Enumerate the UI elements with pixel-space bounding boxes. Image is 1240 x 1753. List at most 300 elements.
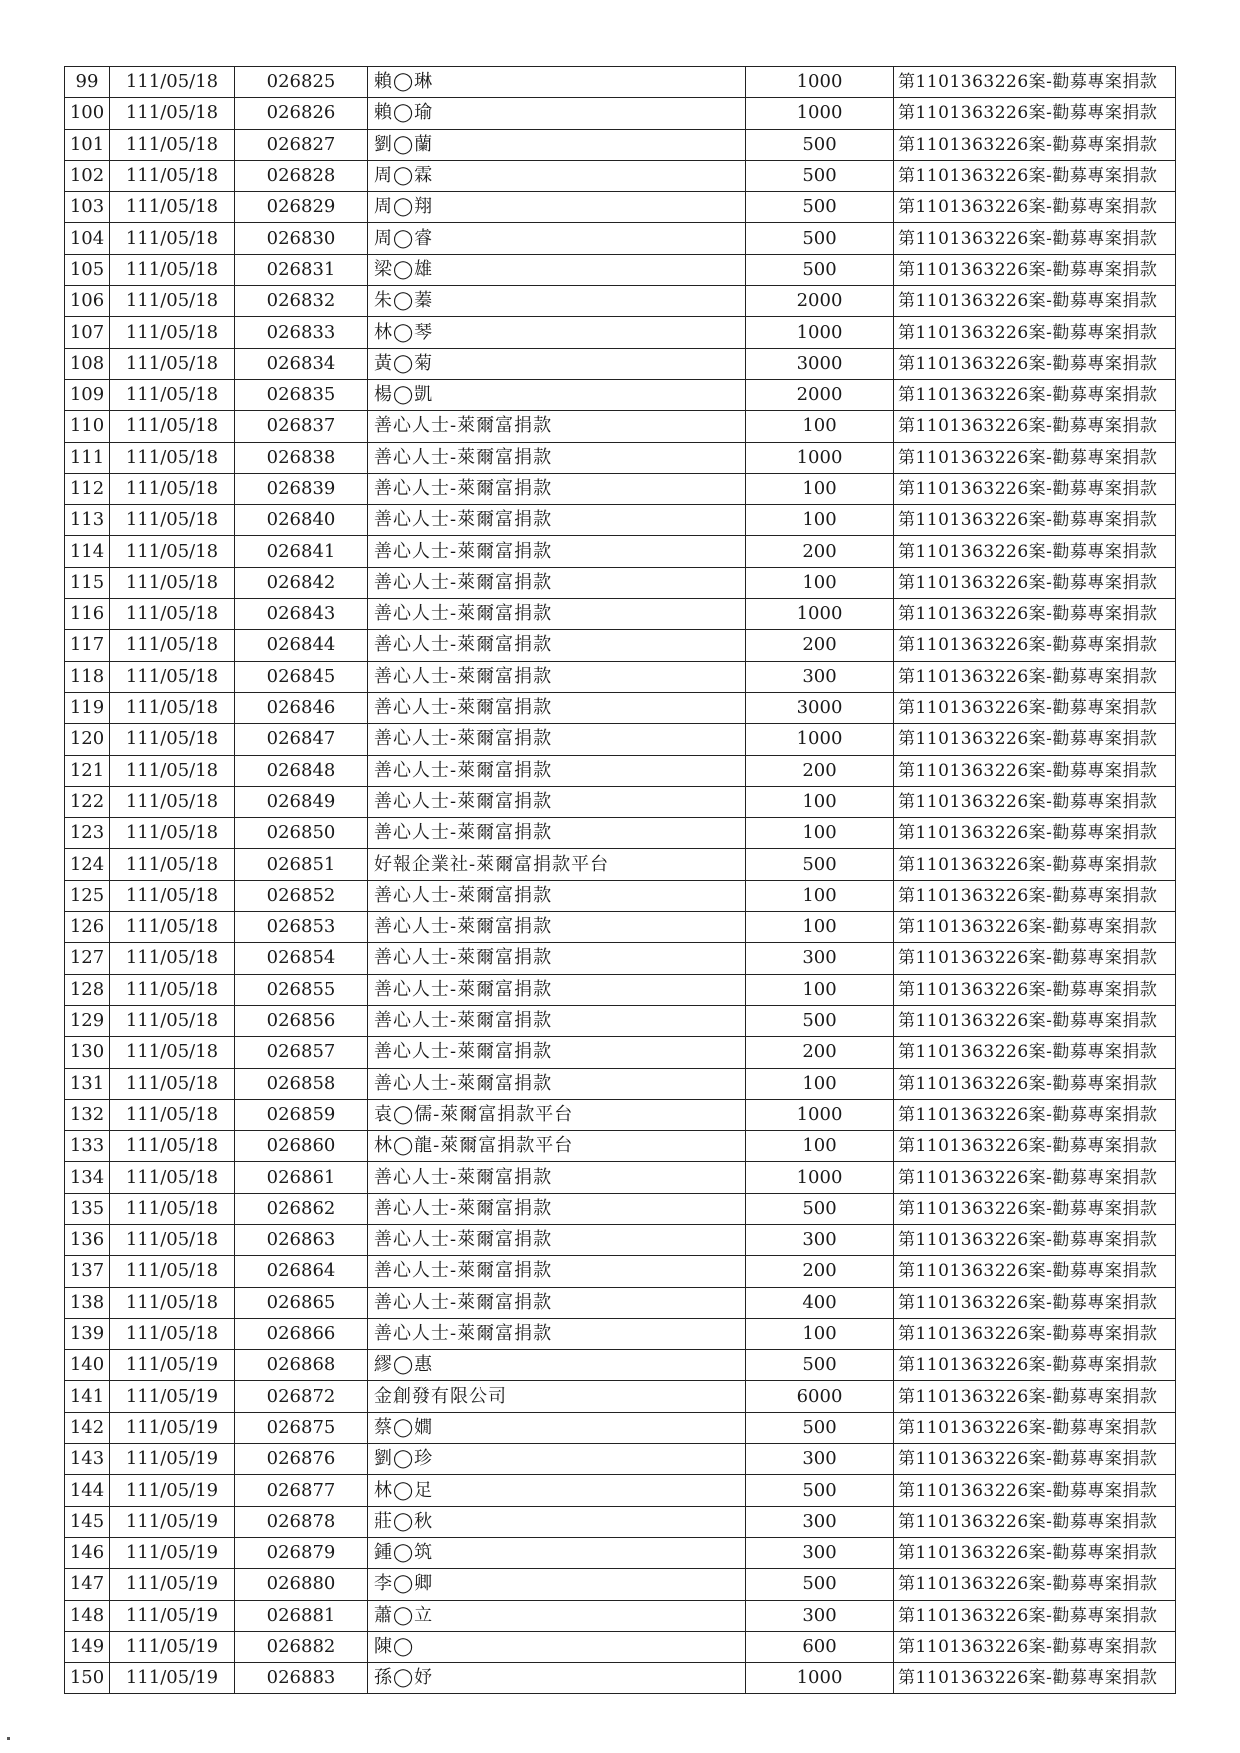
table-row [65, 505, 1176, 536]
receipt-number: 026865 [235, 1287, 368, 1318]
donation-date: 111/05/18 [110, 724, 235, 755]
row-number: 126 [65, 912, 110, 943]
case-note: 第1101363226案-勸募專案捐款 [894, 974, 1176, 1005]
table-row [65, 1631, 1176, 1662]
row-number: 123 [65, 818, 110, 849]
donation-amount: 300 [746, 661, 894, 692]
donation-amount: 200 [746, 630, 894, 661]
row-number: 112 [65, 473, 110, 504]
donation-date: 111/05/18 [110, 1037, 235, 1068]
donation-amount: 100 [746, 974, 894, 1005]
receipt-number: 026851 [235, 849, 368, 880]
row-number: 124 [65, 849, 110, 880]
receipt-number: 026841 [235, 536, 368, 567]
donation-date: 111/05/18 [110, 223, 235, 254]
receipt-number: 026830 [235, 223, 368, 254]
row-number: 106 [65, 286, 110, 317]
row-number: 120 [65, 724, 110, 755]
donor-name: 朱◯蓁 [368, 286, 746, 317]
table-row [65, 1224, 1176, 1255]
receipt-number: 026866 [235, 1318, 368, 1349]
donation-date: 111/05/18 [110, 536, 235, 567]
table-row [65, 661, 1176, 692]
donation-date: 111/05/18 [110, 129, 235, 160]
case-note: 第1101363226案-勸募專案捐款 [894, 254, 1176, 285]
donor-name: 黃◯菊 [368, 348, 746, 379]
case-note: 第1101363226案-勸募專案捐款 [894, 630, 1176, 661]
table-row [65, 223, 1176, 254]
donor-name: 陳◯ [368, 1631, 746, 1662]
donation-amount: 100 [746, 1318, 894, 1349]
donor-name: 善心人士-萊爾富捐款 [368, 974, 746, 1005]
receipt-number: 026882 [235, 1631, 368, 1662]
row-number: 117 [65, 630, 110, 661]
case-note: 第1101363226案-勸募專案捐款 [894, 98, 1176, 129]
case-note: 第1101363226案-勸募專案捐款 [894, 1475, 1176, 1506]
receipt-number: 026868 [235, 1350, 368, 1381]
donation-date: 111/05/18 [110, 1068, 235, 1099]
case-note: 第1101363226案-勸募專案捐款 [894, 786, 1176, 817]
donor-name: 善心人士-萊爾富捐款 [368, 536, 746, 567]
donation-date: 111/05/18 [110, 849, 235, 880]
scan-speck [7, 1737, 10, 1740]
case-note: 第1101363226案-勸募專案捐款 [894, 724, 1176, 755]
table-row [65, 348, 1176, 379]
receipt-number: 026876 [235, 1444, 368, 1475]
receipt-number: 026879 [235, 1537, 368, 1568]
receipt-number: 026859 [235, 1099, 368, 1130]
donor-name: 善心人士-萊爾富捐款 [368, 943, 746, 974]
receipt-number: 026857 [235, 1037, 368, 1068]
row-number: 107 [65, 317, 110, 348]
donation-amount: 500 [746, 254, 894, 285]
row-number: 148 [65, 1600, 110, 1631]
donation-amount: 100 [746, 1068, 894, 1099]
case-note: 第1101363226案-勸募專案捐款 [894, 818, 1176, 849]
table-row [65, 129, 1176, 160]
table-row [65, 1663, 1176, 1694]
table-row [65, 880, 1176, 911]
donor-name: 鍾◯筑 [368, 1537, 746, 1568]
receipt-number: 026826 [235, 98, 368, 129]
table-row [65, 1037, 1176, 1068]
donor-name: 善心人士-萊爾富捐款 [368, 599, 746, 630]
row-number: 147 [65, 1569, 110, 1600]
donor-name: 善心人士-萊爾富捐款 [368, 630, 746, 661]
donor-name: 賴◯瑜 [368, 98, 746, 129]
case-note: 第1101363226案-勸募專案捐款 [894, 1162, 1176, 1193]
case-note: 第1101363226案-勸募專案捐款 [894, 1287, 1176, 1318]
donation-amount: 1000 [746, 67, 894, 98]
receipt-number: 026854 [235, 943, 368, 974]
donation-amount: 300 [746, 1224, 894, 1255]
donor-name: 善心人士-萊爾富捐款 [368, 692, 746, 723]
case-note: 第1101363226案-勸募專案捐款 [894, 849, 1176, 880]
case-note: 第1101363226案-勸募專案捐款 [894, 567, 1176, 598]
table-row [65, 1412, 1176, 1443]
donation-amount: 500 [746, 1569, 894, 1600]
donor-name: 善心人士-萊爾富捐款 [368, 473, 746, 504]
donor-name: 善心人士-萊爾富捐款 [368, 786, 746, 817]
row-number: 105 [65, 254, 110, 285]
donation-amount: 2000 [746, 286, 894, 317]
table-row [65, 160, 1176, 191]
row-number: 132 [65, 1099, 110, 1130]
receipt-number: 026825 [235, 67, 368, 98]
donation-date: 111/05/19 [110, 1350, 235, 1381]
table-row [65, 1475, 1176, 1506]
donation-amount: 100 [746, 505, 894, 536]
donation-amount: 1000 [746, 1162, 894, 1193]
case-note: 第1101363226案-勸募專案捐款 [894, 599, 1176, 630]
row-number: 129 [65, 1005, 110, 1036]
donation-amount: 1000 [746, 1099, 894, 1130]
case-note: 第1101363226案-勸募專案捐款 [894, 1631, 1176, 1662]
donor-name: 繆◯惠 [368, 1350, 746, 1381]
case-note: 第1101363226案-勸募專案捐款 [894, 1569, 1176, 1600]
table-row [65, 1193, 1176, 1224]
case-note: 第1101363226案-勸募專案捐款 [894, 1037, 1176, 1068]
table-row [65, 1068, 1176, 1099]
donation-date: 111/05/18 [110, 1318, 235, 1349]
receipt-number: 026844 [235, 630, 368, 661]
table-row [65, 943, 1176, 974]
receipt-number: 026845 [235, 661, 368, 692]
donation-date: 111/05/19 [110, 1631, 235, 1662]
row-number: 114 [65, 536, 110, 567]
case-note: 第1101363226案-勸募專案捐款 [894, 192, 1176, 223]
donation-date: 111/05/18 [110, 661, 235, 692]
donor-name: 善心人士-萊爾富捐款 [368, 818, 746, 849]
donation-amount: 2000 [746, 379, 894, 410]
receipt-number: 026833 [235, 317, 368, 348]
table-row [65, 692, 1176, 723]
case-note: 第1101363226案-勸募專案捐款 [894, 536, 1176, 567]
donation-date: 111/05/18 [110, 1162, 235, 1193]
receipt-number: 026840 [235, 505, 368, 536]
case-note: 第1101363226案-勸募專案捐款 [894, 67, 1176, 98]
donor-name: 周◯霖 [368, 160, 746, 191]
donation-amount: 6000 [746, 1381, 894, 1412]
donation-date: 111/05/18 [110, 442, 235, 473]
case-note: 第1101363226案-勸募專案捐款 [894, 1193, 1176, 1224]
case-note: 第1101363226案-勸募專案捐款 [894, 880, 1176, 911]
donation-date: 111/05/18 [110, 254, 235, 285]
table-row [65, 1350, 1176, 1381]
case-note: 第1101363226案-勸募專案捐款 [894, 1350, 1176, 1381]
receipt-number: 026875 [235, 1412, 368, 1443]
donation-amount: 1000 [746, 98, 894, 129]
donor-name: 善心人士-萊爾富捐款 [368, 1256, 746, 1287]
donation-date: 111/05/18 [110, 505, 235, 536]
row-number: 140 [65, 1350, 110, 1381]
donation-amount: 300 [746, 1506, 894, 1537]
donation-amount: 100 [746, 411, 894, 442]
donation-date: 111/05/18 [110, 411, 235, 442]
donation-date: 111/05/19 [110, 1569, 235, 1600]
donation-date: 111/05/18 [110, 473, 235, 504]
table-row [65, 755, 1176, 786]
donation-amount: 100 [746, 818, 894, 849]
receipt-number: 026834 [235, 348, 368, 379]
donor-name: 善心人士-萊爾富捐款 [368, 1005, 746, 1036]
case-note: 第1101363226案-勸募專案捐款 [894, 223, 1176, 254]
receipt-number: 026839 [235, 473, 368, 504]
donor-name: 賴◯琳 [368, 67, 746, 98]
donation-date: 111/05/18 [110, 98, 235, 129]
table-row [65, 974, 1176, 1005]
row-number: 111 [65, 442, 110, 473]
receipt-number: 026864 [235, 1256, 368, 1287]
ledger-body [65, 67, 1176, 1694]
receipt-number: 026862 [235, 1193, 368, 1224]
donation-amount: 200 [746, 1256, 894, 1287]
donation-amount: 3000 [746, 692, 894, 723]
donation-date: 111/05/19 [110, 1537, 235, 1568]
receipt-number: 026843 [235, 599, 368, 630]
donation-amount: 300 [746, 1444, 894, 1475]
receipt-number: 026852 [235, 880, 368, 911]
case-note: 第1101363226案-勸募專案捐款 [894, 1099, 1176, 1130]
donation-amount: 500 [746, 1475, 894, 1506]
table-row [65, 98, 1176, 129]
row-number: 138 [65, 1287, 110, 1318]
case-note: 第1101363226案-勸募專案捐款 [894, 129, 1176, 160]
donor-name: 孫◯妤 [368, 1663, 746, 1694]
donor-name: 蔡◯嫺 [368, 1412, 746, 1443]
donation-amount: 100 [746, 912, 894, 943]
row-number: 100 [65, 98, 110, 129]
donor-name: 善心人士-萊爾富捐款 [368, 442, 746, 473]
row-number: 104 [65, 223, 110, 254]
case-note: 第1101363226案-勸募專案捐款 [894, 1537, 1176, 1568]
row-number: 109 [65, 379, 110, 410]
donation-amount: 1000 [746, 599, 894, 630]
donor-name: 劉◯蘭 [368, 129, 746, 160]
donation-date: 111/05/18 [110, 755, 235, 786]
table-row [65, 567, 1176, 598]
donor-name: 林◯龍-萊爾富捐款平台 [368, 1131, 746, 1162]
donor-name: 林◯足 [368, 1475, 746, 1506]
donor-name: 林◯琴 [368, 317, 746, 348]
donation-amount: 200 [746, 1037, 894, 1068]
row-number: 133 [65, 1131, 110, 1162]
row-number: 128 [65, 974, 110, 1005]
receipt-number: 026883 [235, 1663, 368, 1694]
table-row [65, 724, 1176, 755]
donation-amount: 100 [746, 1131, 894, 1162]
row-number: 122 [65, 786, 110, 817]
table-row [65, 192, 1176, 223]
receipt-number: 026838 [235, 442, 368, 473]
donor-name: 善心人士-萊爾富捐款 [368, 1287, 746, 1318]
row-number: 99 [65, 67, 110, 98]
row-number: 110 [65, 411, 110, 442]
donation-amount: 600 [746, 1631, 894, 1662]
donation-date: 111/05/19 [110, 1600, 235, 1631]
donation-amount: 300 [746, 943, 894, 974]
case-note: 第1101363226案-勸募專案捐款 [894, 692, 1176, 723]
donation-amount: 3000 [746, 348, 894, 379]
donation-date: 111/05/18 [110, 912, 235, 943]
receipt-number: 026832 [235, 286, 368, 317]
table-row [65, 317, 1176, 348]
table-row [65, 1569, 1176, 1600]
donation-date: 111/05/18 [110, 692, 235, 723]
donation-date: 111/05/18 [110, 599, 235, 630]
receipt-number: 026829 [235, 192, 368, 223]
case-note: 第1101363226案-勸募專案捐款 [894, 411, 1176, 442]
row-number: 118 [65, 661, 110, 692]
table-row [65, 254, 1176, 285]
table-row [65, 1099, 1176, 1130]
case-note: 第1101363226案-勸募專案捐款 [894, 1005, 1176, 1036]
donor-name: 好報企業社-萊爾富捐款平台 [368, 849, 746, 880]
donation-amount: 500 [746, 1193, 894, 1224]
row-number: 130 [65, 1037, 110, 1068]
donor-name: 善心人士-萊爾富捐款 [368, 411, 746, 442]
table-row [65, 1381, 1176, 1412]
case-note: 第1101363226案-勸募專案捐款 [894, 1663, 1176, 1694]
table-row [65, 1131, 1176, 1162]
donor-name: 善心人士-萊爾富捐款 [368, 755, 746, 786]
donation-amount: 500 [746, 1350, 894, 1381]
case-note: 第1101363226案-勸募專案捐款 [894, 1318, 1176, 1349]
table-row [65, 1287, 1176, 1318]
receipt-number: 026880 [235, 1569, 368, 1600]
table-row [65, 1162, 1176, 1193]
donation-amount: 1000 [746, 724, 894, 755]
table-row [65, 818, 1176, 849]
case-note: 第1101363226案-勸募專案捐款 [894, 348, 1176, 379]
donation-amount: 100 [746, 786, 894, 817]
donor-name: 梁◯雄 [368, 254, 746, 285]
case-note: 第1101363226案-勸募專案捐款 [894, 1224, 1176, 1255]
donor-name: 莊◯秋 [368, 1506, 746, 1537]
receipt-number: 026842 [235, 567, 368, 598]
donation-date: 111/05/18 [110, 317, 235, 348]
row-number: 142 [65, 1412, 110, 1443]
case-note: 第1101363226案-勸募專案捐款 [894, 286, 1176, 317]
row-number: 144 [65, 1475, 110, 1506]
table-row [65, 536, 1176, 567]
donor-name: 善心人士-萊爾富捐款 [368, 567, 746, 598]
receipt-number: 026850 [235, 818, 368, 849]
case-note: 第1101363226案-勸募專案捐款 [894, 1381, 1176, 1412]
donation-amount: 1000 [746, 1663, 894, 1694]
case-note: 第1101363226案-勸募專案捐款 [894, 661, 1176, 692]
donation-date: 111/05/19 [110, 1381, 235, 1412]
donation-amount: 400 [746, 1287, 894, 1318]
row-number: 113 [65, 505, 110, 536]
donation-date: 111/05/19 [110, 1412, 235, 1443]
donation-amount: 1000 [746, 442, 894, 473]
donor-name: 善心人士-萊爾富捐款 [368, 1318, 746, 1349]
table-row [65, 786, 1176, 817]
donation-date: 111/05/18 [110, 1256, 235, 1287]
receipt-number: 026853 [235, 912, 368, 943]
donation-amount: 100 [746, 473, 894, 504]
case-note: 第1101363226案-勸募專案捐款 [894, 1131, 1176, 1162]
table-row [65, 912, 1176, 943]
row-number: 146 [65, 1537, 110, 1568]
row-number: 119 [65, 692, 110, 723]
donor-name: 善心人士-萊爾富捐款 [368, 880, 746, 911]
table-row [65, 286, 1176, 317]
receipt-number: 026849 [235, 786, 368, 817]
case-note: 第1101363226案-勸募專案捐款 [894, 1444, 1176, 1475]
donor-name: 善心人士-萊爾富捐款 [368, 505, 746, 536]
case-note: 第1101363226案-勸募專案捐款 [894, 755, 1176, 786]
donation-amount: 500 [746, 192, 894, 223]
table-row [65, 411, 1176, 442]
table-row [65, 1600, 1176, 1631]
row-number: 103 [65, 192, 110, 223]
donation-amount: 500 [746, 1005, 894, 1036]
row-number: 102 [65, 160, 110, 191]
table-row [65, 1256, 1176, 1287]
case-note: 第1101363226案-勸募專案捐款 [894, 1506, 1176, 1537]
donation-date: 111/05/18 [110, 1005, 235, 1036]
donation-amount: 500 [746, 129, 894, 160]
donation-amount: 500 [746, 223, 894, 254]
donation-date: 111/05/19 [110, 1663, 235, 1694]
table-row [65, 442, 1176, 473]
donation-date: 111/05/18 [110, 974, 235, 1005]
donation-date: 111/05/18 [110, 1287, 235, 1318]
case-note: 第1101363226案-勸募專案捐款 [894, 160, 1176, 191]
receipt-number: 026881 [235, 1600, 368, 1631]
donation-date: 111/05/18 [110, 630, 235, 661]
donation-date: 111/05/18 [110, 1099, 235, 1130]
row-number: 141 [65, 1381, 110, 1412]
row-number: 131 [65, 1068, 110, 1099]
case-note: 第1101363226案-勸募專案捐款 [894, 1412, 1176, 1443]
donor-name: 善心人士-萊爾富捐款 [368, 1162, 746, 1193]
donation-date: 111/05/19 [110, 1506, 235, 1537]
receipt-number: 026872 [235, 1381, 368, 1412]
table-row [65, 630, 1176, 661]
row-number: 134 [65, 1162, 110, 1193]
row-number: 121 [65, 755, 110, 786]
receipt-number: 026856 [235, 1005, 368, 1036]
donation-date: 111/05/18 [110, 567, 235, 598]
donor-name: 楊◯凱 [368, 379, 746, 410]
row-number: 143 [65, 1444, 110, 1475]
table-row [65, 473, 1176, 504]
receipt-number: 026878 [235, 1506, 368, 1537]
donation-date: 111/05/18 [110, 786, 235, 817]
donation-date: 111/05/18 [110, 67, 235, 98]
donation-date: 111/05/18 [110, 160, 235, 191]
donation-amount: 100 [746, 880, 894, 911]
donation-amount: 500 [746, 849, 894, 880]
donor-name: 李◯卿 [368, 1569, 746, 1600]
donor-name: 劉◯珍 [368, 1444, 746, 1475]
receipt-number: 026831 [235, 254, 368, 285]
row-number: 127 [65, 943, 110, 974]
donor-name: 善心人士-萊爾富捐款 [368, 1224, 746, 1255]
donor-name: 善心人士-萊爾富捐款 [368, 1037, 746, 1068]
row-number: 115 [65, 567, 110, 598]
table-row [65, 849, 1176, 880]
receipt-number: 026847 [235, 724, 368, 755]
case-note: 第1101363226案-勸募專案捐款 [894, 1068, 1176, 1099]
donation-amount: 1000 [746, 317, 894, 348]
receipt-number: 026863 [235, 1224, 368, 1255]
donation-date: 111/05/19 [110, 1444, 235, 1475]
table-row [65, 1318, 1176, 1349]
